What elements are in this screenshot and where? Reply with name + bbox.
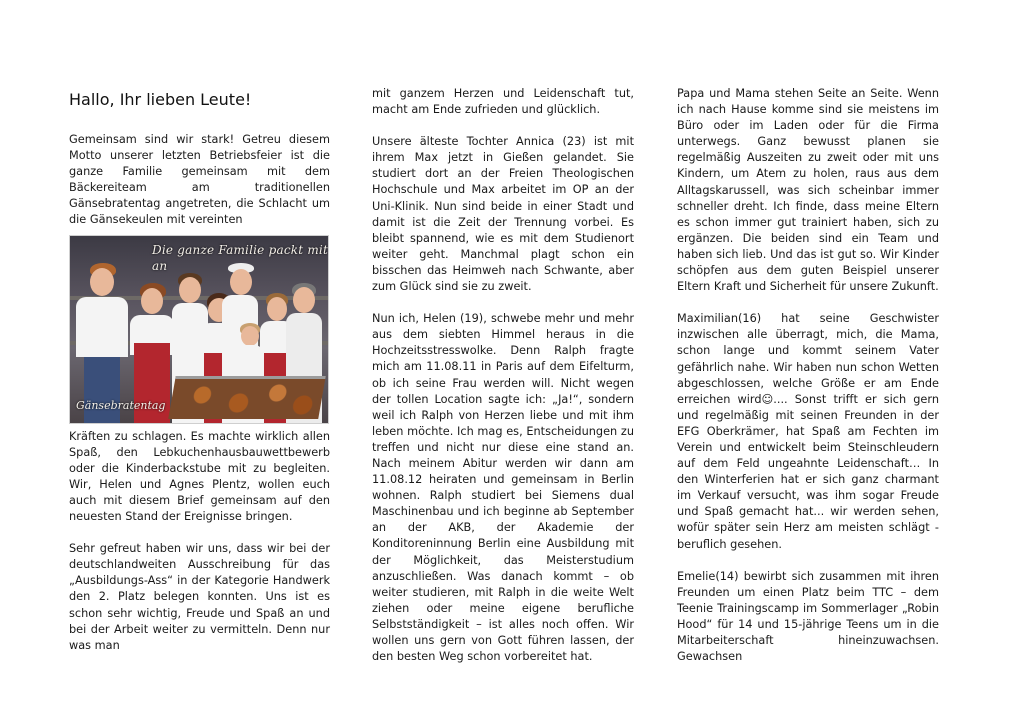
page-title: Hallo, Ihr lieben Leute! xyxy=(69,90,252,109)
family-photo xyxy=(69,235,329,424)
photo-overlay-title: Die ganze Familie packt mit an xyxy=(152,242,328,273)
photo-caption: Gänsebratentag xyxy=(76,399,166,413)
column-right xyxy=(677,86,939,681)
paragraph-maximilian: Maximilian(16) hat seine Geschwister inzwischen alle überragt, mich, die Mama, schon lange und kommt seinem Vater gefährlich nahe. Wir haben nun schon Wetten abgeschlossen, welche Größe er am Ende erreichen wird☺.... Sonst trifft er sich gern und regelmäßig mit seinen Freunden in der EFG Oberkrämer, hat Spaß am Fechten im Verein und entwickelt beim Steinschleudern auf dem Feld ungeahnte Leidenschaft… In den Winterferien hat er sich ganz charmant im Verkauf versucht, was ihm sogar Freude und Spaß gemacht hat... wir werden sehen, wofür später sein Herz am meisten schlägt - beruflich gesehen. xyxy=(677,312,939,551)
paragraph-annica: Unsere älteste Tochter Annica (23) ist mit ihrem Max jetzt in Gießen gelandet. Sie studiert dort an der Freien Theologischen Hochschule und Max arbeitet im OP an der Uni-Klinik. Nun sind beide in einer Stadt und damit ist die Zeit der Trennung vorbei. Es bleibt spannend, wie es mit dem Studienort weiter geht. Manchmal plagt schon ein bisschen das Heimweh nach Schwante, aber zum Glück sind sie zu zweit. xyxy=(372,135,634,294)
paragraph-emelie: Emelie(14) bewirbt sich zusammen mit ihren Freunden um einen Platz beim TTC – dem Teenie Trainingscamp im Sommerlager „Robin Hood“ für 14 und 15-jährige Teens um in die Mitarbeiterschaft hineinzuwachsen. Gewachsen xyxy=(677,569,939,664)
paragraph-intro-continued: Kräften zu schlagen. Es machte wirklich allen Spaß, den Lebkuchenhausbauwettbewerb oder die Kinderbackstube mit zu begleiten. Wir, Helen und Agnes Plentz, wollen euch auch mit diesem Brief gemeinsam auf den neuesten Stand der Ereignisse bringen. xyxy=(69,429,330,524)
paragraph-award: Sehr gefreut haben wir uns, dass wir bei der deutschlandweiten Ausschreibung für das „Ausbildungs-Ass“ in der Kategorie Handwerk den 2. Platz belegen konnten. Uns ist es schon sehr wichtig, Freude und Spaß an und bei der Arbeit weiter zu vermitteln. Denn nur was man xyxy=(69,542,330,652)
column-middle xyxy=(372,86,634,681)
paragraph-helen: Nun ich, Helen (19), schwebe mehr und mehr aus dem siebten Himmel heraus in die Hochzeitsstresswolke. Denn Ralph fragte mich am 11.08.11 in Paris auf dem Eifelturm, ob ich seine Frau werden will. Nicht wegen der tollen Location sagte ich: „Ja!“, sondern weil ich Ralph von Herzen liebe und mit ihm leben möchte. Ich mag es, Entscheidungen zu treffen und nicht nur diese eine stand an. Nach meinem Abitur werden wir dann am 11.08.12 heiraten und gemeinsam in Berlin wohnen. Ralph studiert bei Siemens dual Maschinenbau und ich beginne ab September an der AKB, der Akademie der Konditoreninnung Berlin eine Ausbildung mit der Möglichkeit, das Meisterstudium anzuschließen. Was danach kommt – ob weiter studieren, mit Ralph in die weite Welt ziehen oder meine eigene berufliche Selbstständigkeit – ist alles noch offen. Wir wollen uns gern von Gott führen lassen, der den besten Weg schon vorbereitet hat. xyxy=(372,312,634,664)
paragraph-intro: Gemeinsam sind wir stark! Getreu diesem Motto unserer letzten Betriebsfeier ist die ganze Familie gemeinsam mit dem Bäckereiteam am traditionellen Gänsebratentag angetreten, die Schlacht um die Gänsekeulen mit vereinten xyxy=(69,133,330,227)
paragraph-parents: Papa und Mama stehen Seite an Seite. Wenn ich nach Hause komme sind sie meistens im Büro oder im Laden oder für die Firma unterwegs. Ganz bewusst planen sie regelmäßig Auszeiten zu zweit oder mit uns Kindern, um Atem zu holen, raus aus dem Alltagskarussell, was sich scheinbar immer schneller dreht. Ich finde, dass meine Eltern es schon immer gut trainiert haben, sich zu ergänzen. Die beiden sind ein Team und haben sich lieb. Und das ist gut so. Wir Kinder schöpfen aus dem guten Beispiel unserer Eltern Kraft und Sicherheit für unsere Zukunft. xyxy=(677,87,939,294)
column-left xyxy=(69,86,330,670)
paragraph-heart: mit ganzem Herzen und Leidenschaft tut, macht am Ende zufrieden und glücklich. xyxy=(372,87,634,117)
